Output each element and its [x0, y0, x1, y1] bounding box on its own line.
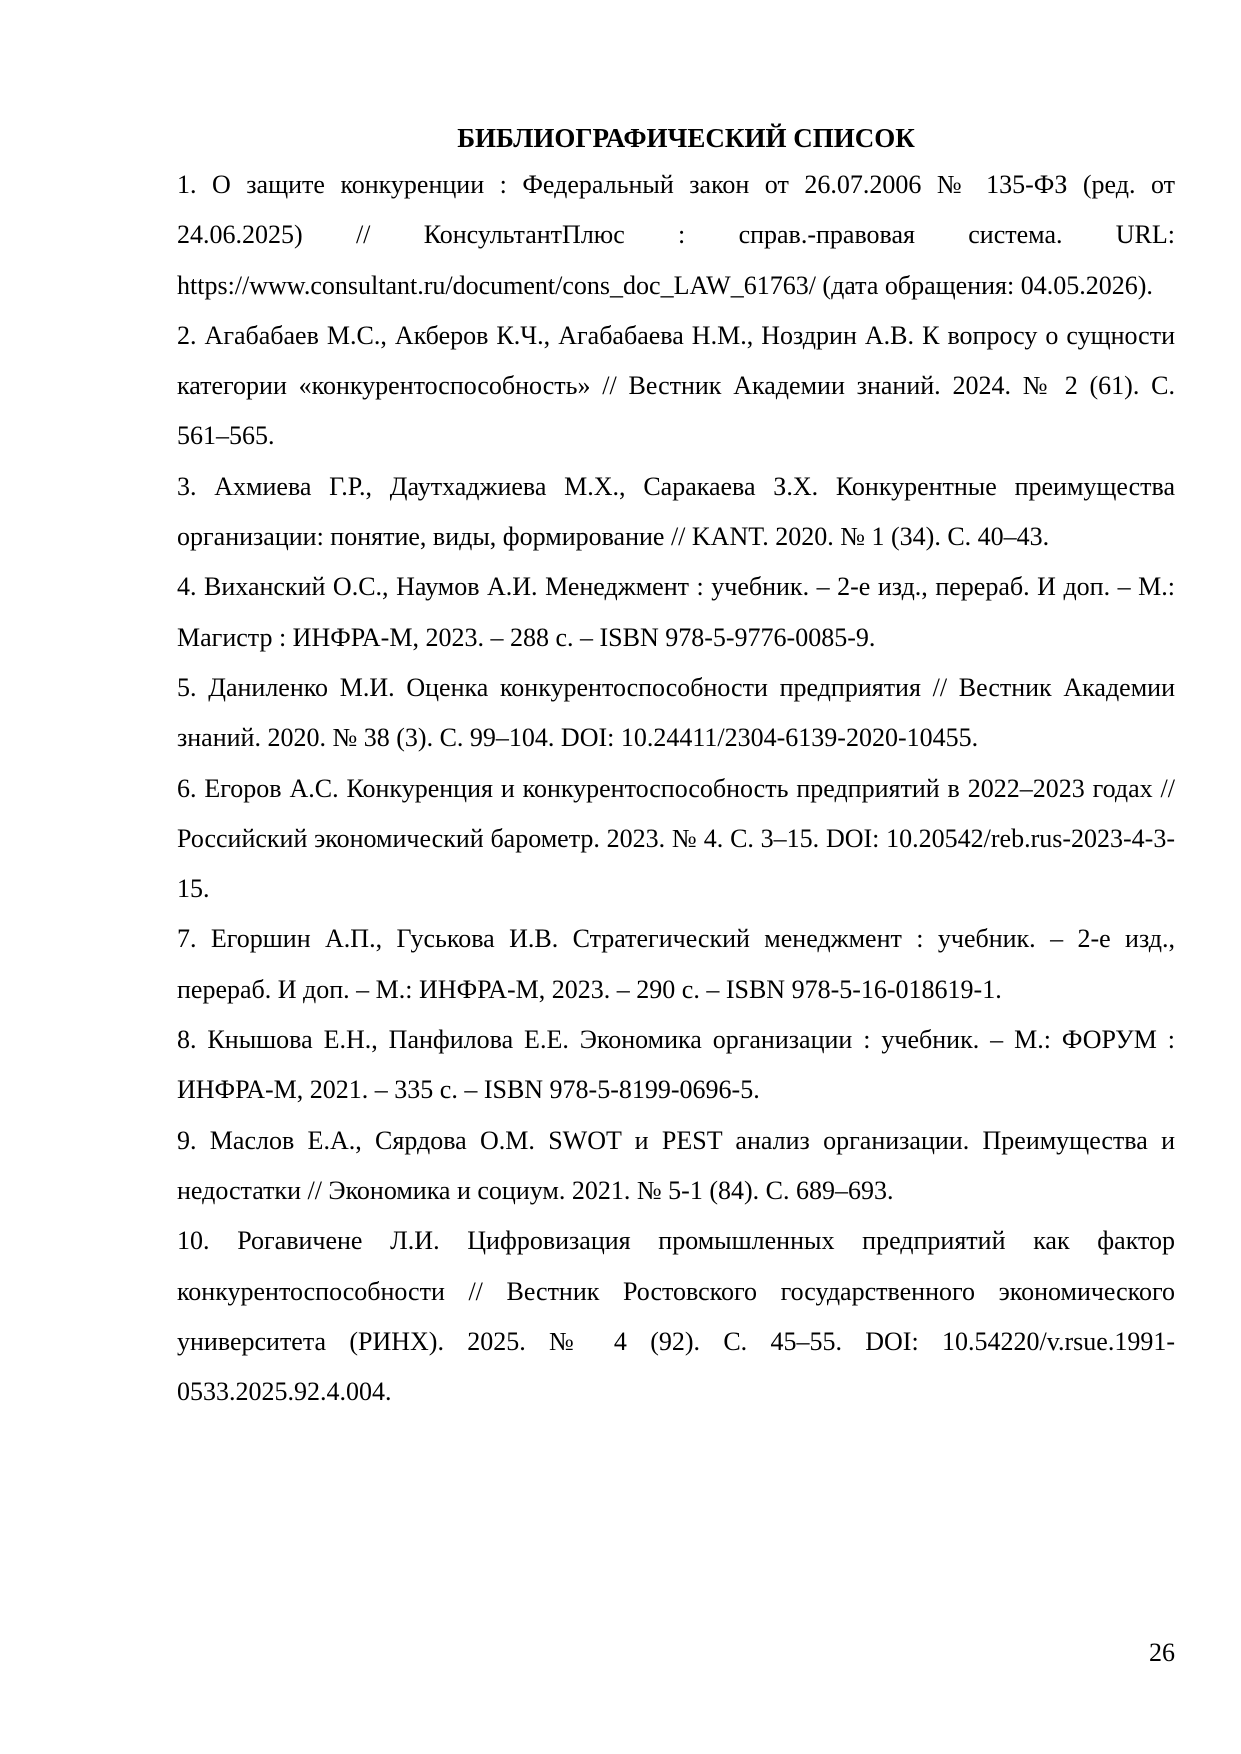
document-page — [177, 116, 1175, 1417]
list-item: 2. Агабабаев М.С., Акберов К.Ч., Агабабаева Н.М., Ноздрин А.В. К вопросу о сущности категории «конкурентоспособность» // Вестник Академии знаний. 2024. № 2 (61). С. 561–565. — [177, 320, 1175, 451]
list-item: 3. Ахмиева Г.Р., Даутхаджиева М.Х., Саракаева З.Х. Конкурентные преимущества организации: понятие, виды, формирование // KANT. 2020. № 1 (34). С. 40–43. — [177, 471, 1175, 552]
list-item: 8. Кнышова Е.Н., Панфилова Е.Е. Экономика организации : учебник. – М.: ФОРУМ : ИНФРА-М, 2021. – 335 с. – ISBN 978-5-8199-0696-5. — [177, 1025, 1175, 1105]
page-number: 26 — [1149, 1638, 1175, 1667]
list-item: 10. Рогавичене Л.И. Цифровизация промышленных предприятий как фактор конкурентоспособности // Вестник Ростовского государственного экономического университета (РИНХ). 2025. № 4 (92). С. 45–55. DOI: 10.54220/v.rsue.1991-0533.2025.92.4.004. — [177, 1226, 1175, 1407]
list-item: 7. Егоршин А.П., Гуськова И.В. Стратегический менеджмент : учебник. – 2-е изд., перераб. И доп. – М.: ИНФРА-М, 2023. – 290 с. – ISBN 978-5-16-018619-1. — [177, 924, 1175, 1004]
list-item: 9. Маслов Е.А., Сярдова О.М. SWOT и PEST анализ организации. Преимущества и недостатки // Экономика и социум. 2021. № 5-1 (84). С. 689–693. — [177, 1125, 1175, 1205]
list-item: 6. Егоров А.С. Конкуренция и конкурентоспособность предприятий в 2022–2023 годах // Российский экономический барометр. 2023. № 4. С. 3–15. DOI: 10.20542/reb.rus-2023-4-3-15. — [177, 773, 1175, 904]
list-item: 1. О защите конкуренции : Федеральный закон от 26.07.2006 № 135-ФЗ (ред. от 24.06.2025) // КонсультантПлюс : справ.-правовая система. URL: https://www.consultant.ru/document/cons_doc_LAW_61763/ (дата обращения: 04.05.2026). — [177, 170, 1175, 300]
page-title: БИБЛИОГРАФИЧЕСКИЙ СПИСОК — [457, 123, 915, 153]
bibliography-list — [177, 160, 1175, 1417]
list-item: 5. Даниленко М.И. Оценка конкурентоспособности предприятия // Вестник Академии знаний. 2020. № 38 (3). С. 99–104. DOI: 10.24411/2304-6139-2020-10455. — [177, 672, 1175, 753]
list-item: 4. Виханский О.С., Наумов А.И. Менеджмент : учебник. – 2-е изд., перераб. И доп. – М.: Магистр : ИНФРА-М, 2023. – 288 с. – ISBN 978-5-9776-0085-9. — [177, 572, 1175, 652]
